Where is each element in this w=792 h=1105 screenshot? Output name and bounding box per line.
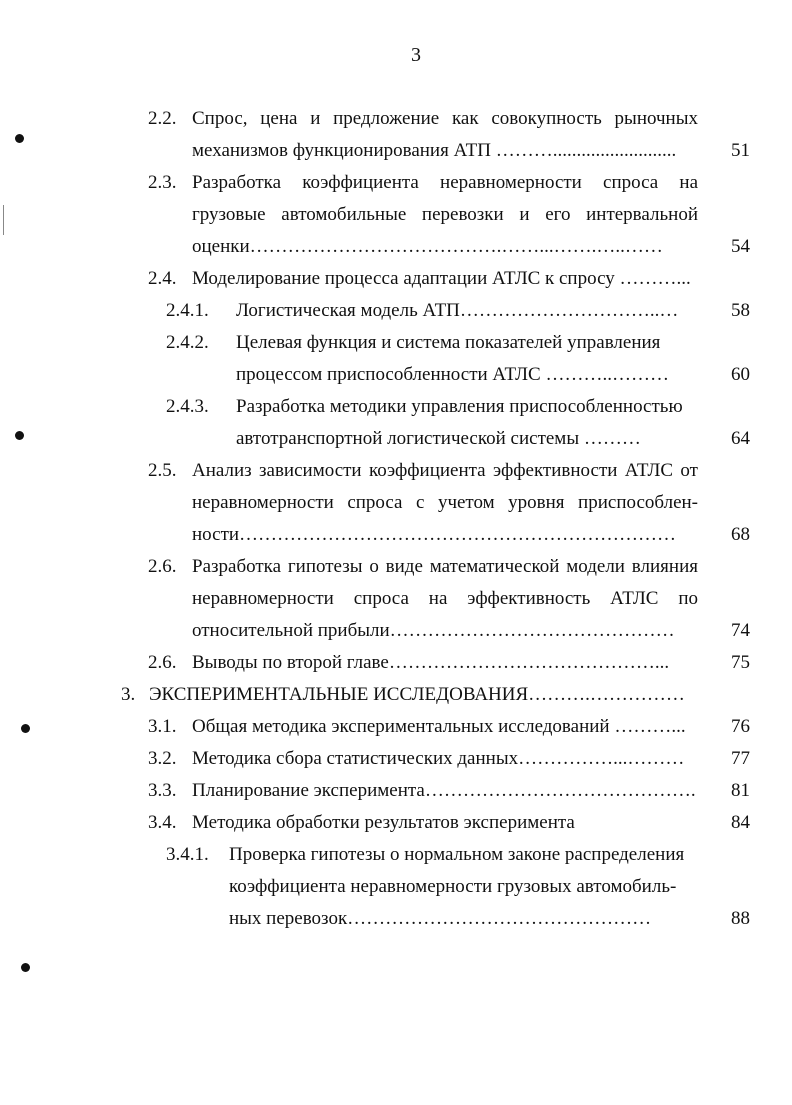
toc-entry-number: 2.2.	[148, 108, 177, 129]
toc-entry-title-line: процессом приспособленности АТЛС ………..………	[236, 364, 669, 385]
toc-entry-page: 68	[731, 524, 750, 545]
toc-entry-title-line: Выводы по второй главе……………………………………...	[192, 652, 670, 673]
toc-entry-number: 2.4.3.	[166, 396, 209, 417]
toc-entry-number: 2.6.	[148, 556, 177, 577]
toc-entry-page: 77	[731, 748, 750, 769]
toc-entry-title-line: Разработка коэффициента неравномерности спроса на	[192, 172, 698, 193]
toc-entry-title-line: грузовые автомобильные перевозки и его интервальной	[192, 204, 698, 225]
toc-entry-title-line: неравномерности спроса на эффективность АТЛС по	[192, 588, 698, 609]
toc-entry-number: 2.4.	[148, 268, 177, 289]
toc-entry-page: 54	[731, 236, 750, 257]
toc-entry-number: 3.4.	[148, 812, 177, 833]
toc-entry-title-line: неравномерности спроса с учетом уровня приспособлен-	[192, 492, 698, 513]
toc-entry-number: 2.5.	[148, 460, 177, 481]
toc-entry-number: 2.6.	[148, 652, 177, 673]
toc-entry-page: 60	[731, 364, 750, 385]
toc-entry-title-line: ности……………………………………………………………	[192, 524, 677, 545]
toc-entry-title-line: Спрос, цена и предложение как совокупность рыночных	[192, 108, 698, 129]
toc-entry-page: 74	[731, 620, 750, 641]
toc-entry-number: 3.4.1.	[166, 844, 209, 865]
toc-chapter-title: ЭКСПЕРИМЕНТАЛЬНЫЕ ИССЛЕДОВАНИЯ……….……………	[149, 684, 685, 705]
toc-entry-title-line: Разработка гипотезы о виде математической модели влияния	[192, 556, 698, 577]
toc-entry-title-line: Анализ зависимости коэффициента эффективности АТЛС от	[192, 460, 698, 481]
toc-entry-page: 84	[731, 812, 750, 833]
toc-entry-number: 3.1.	[148, 716, 177, 737]
toc-entry-title-line: Разработка методики управления приспособленностью	[236, 396, 683, 417]
scan-artifact	[3, 205, 4, 235]
page-number: 3	[411, 44, 421, 66]
toc-entry-title-line: Методика сбора статистических данных……………...………	[192, 748, 685, 769]
toc-entry-page: 64	[731, 428, 750, 449]
toc-entry-title-line: Целевая функция и система показателей управления	[236, 332, 661, 353]
binding-hole-mark	[15, 431, 24, 440]
toc-entry-title-line: ных перевозок…………………………………………	[229, 908, 652, 929]
toc-entry-title-line: Общая методика экспериментальных исследований ………...	[192, 716, 686, 737]
toc-entry-number: 2.4.2.	[166, 332, 209, 353]
toc-entry-title-line: механизмов функционирования АТП ………..........................	[192, 140, 677, 161]
toc-entry-title-line: Проверка гипотезы о нормальном законе распределения	[229, 844, 685, 865]
toc-entry-title-line: коэффициента неравномерности грузовых автомобиль-	[229, 876, 677, 897]
toc-entry-page: 76	[731, 716, 750, 737]
toc-entry-title-line: Логистическая модель АТП…………………………..…	[236, 300, 679, 321]
toc-entry-page: 75	[731, 652, 750, 673]
toc-entry-page: 88	[731, 908, 750, 929]
toc-entry-number: 3.3.	[148, 780, 177, 801]
toc-entry-page: 81	[731, 780, 750, 801]
toc-entry-number: 3.2.	[148, 748, 177, 769]
toc-chapter-number: 3.	[121, 684, 136, 705]
toc-entry-title-line: оценки………………………………….……...…….…..……	[192, 236, 663, 257]
toc-entry-title-line: Планирование эксперимента…………………………………….	[192, 780, 696, 801]
binding-hole-mark	[21, 724, 30, 733]
toc-entry-title-line: Методика обработки результатов эксперимента	[192, 812, 575, 833]
toc-entry-title-line: относительной прибыли………………………………………	[192, 620, 675, 641]
binding-hole-mark	[15, 134, 24, 143]
toc-entry-title-line: Моделирование процесса адаптации АТЛС к спросу ………...	[192, 268, 691, 289]
toc-entry-page: 58	[731, 300, 750, 321]
toc-entry-number: 2.3.	[148, 172, 177, 193]
toc-entry-page: 51	[731, 140, 750, 161]
binding-hole-mark	[21, 963, 30, 972]
toc-entry-title-line: автотранспортной логистической системы ………	[236, 428, 641, 449]
toc-entry-number: 2.4.1.	[166, 300, 209, 321]
